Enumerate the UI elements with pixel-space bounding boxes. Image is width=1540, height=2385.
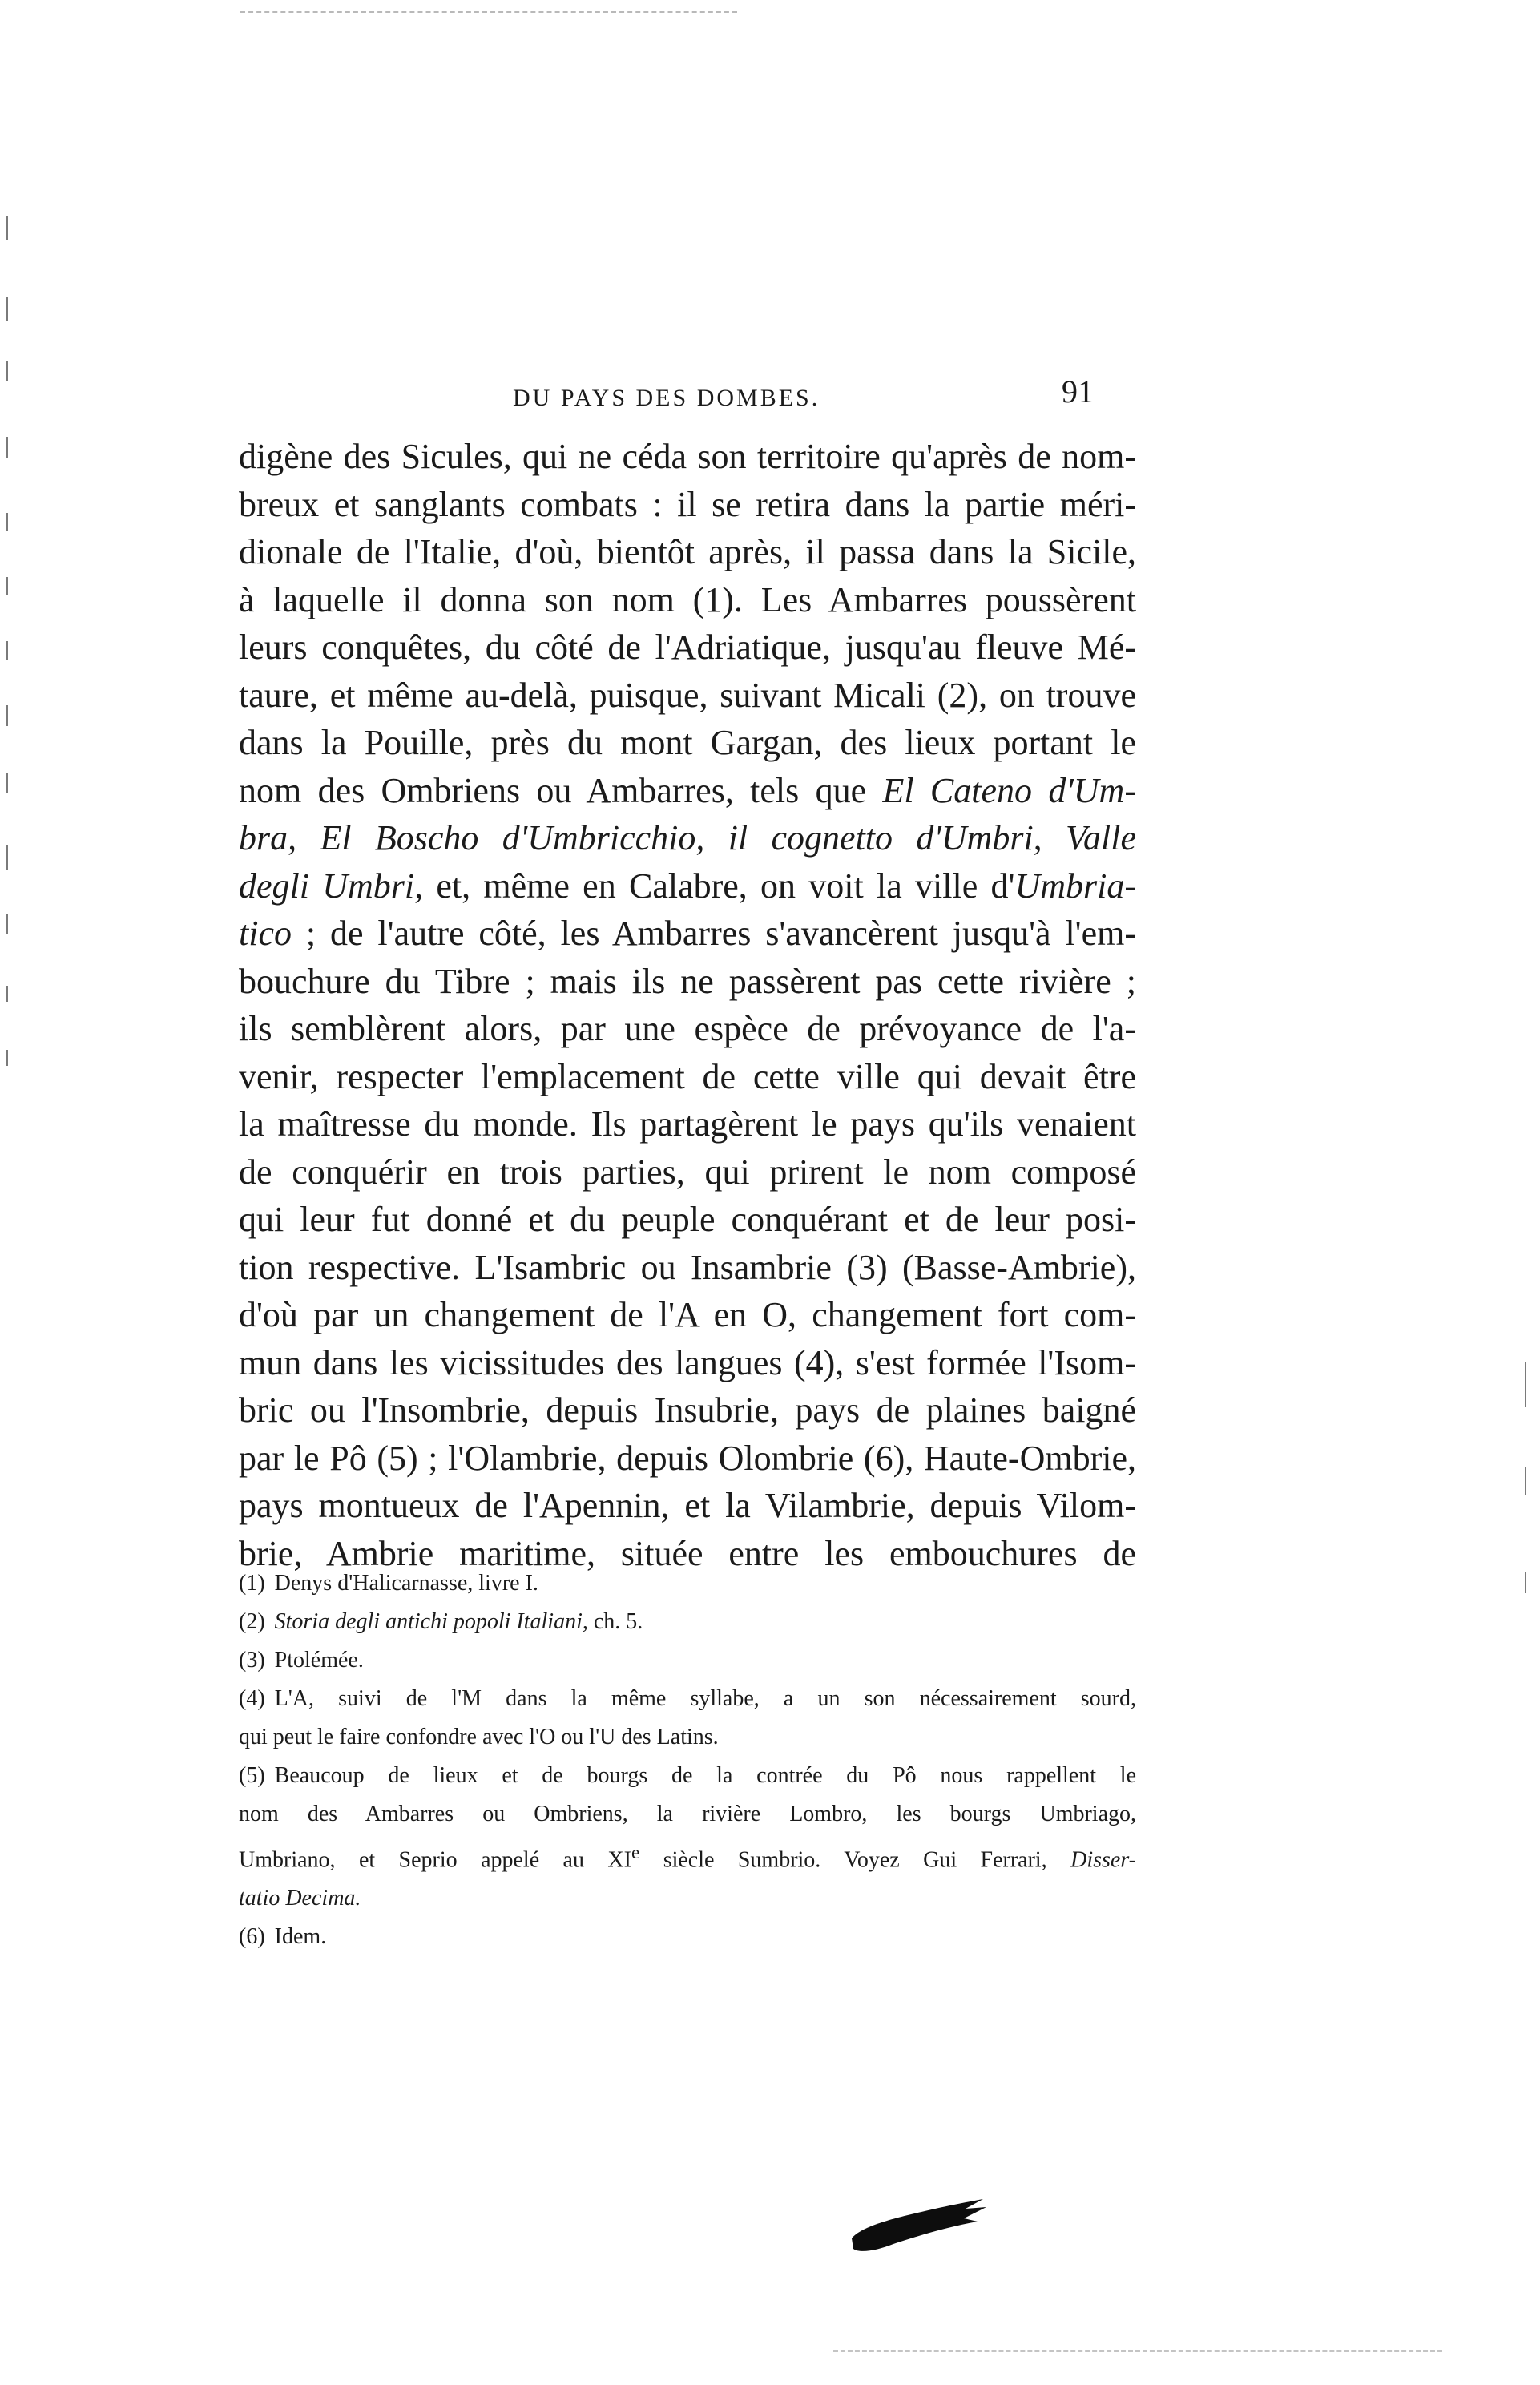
footnote-number: (1) [239, 1571, 265, 1596]
scan-edge-top [240, 11, 737, 13]
margin-mark [6, 914, 8, 934]
italic-phrase: Valle [1066, 818, 1136, 858]
text-line: nom des Ombriens ou Ambarres, tels que El Cateno d'Um- [239, 770, 1136, 810]
margin-mark [6, 705, 8, 726]
text-line: ils semblèrent alors, par une espèce de prévoyance de l'a- [239, 1009, 1136, 1048]
footnote-text: Idem. [274, 1924, 327, 1950]
footnote-continuation: qui peut le faire confondre avec l'O ou l'U des Latins. [239, 1725, 719, 1749]
text-line: dans la Pouille, près du mont Gargan, des lieux portant le [239, 723, 1136, 762]
footnote [239, 1564, 1136, 1603]
scan-edge-bottom [833, 2350, 1442, 2352]
footnote-italic-text: tatio Decima. [239, 1886, 361, 1911]
text-line: digène des Sicules, qui ne céda son territoire qu'après de nom- [239, 437, 1136, 476]
italic-phrase: bra, El Boscho d'Umbricchio, [239, 818, 705, 858]
footnote-continuation: nom des Ambarres ou Ombriens, la rivière Lombro, les bourgs Umbriago, [239, 1802, 1136, 1826]
margin-mark [1525, 1572, 1526, 1593]
text-line: par le Pô (5) ; l'Olambrie, depuis Olombrie (6), Haute-Ombrie, [239, 1438, 1136, 1478]
running-head: DU PAYS DES DOMBES. [513, 385, 820, 411]
margin-mark [6, 361, 8, 381]
ink-blot [845, 2194, 990, 2258]
text-line: tion respective. L'Isambric ou Insambrie (3) (Basse-Ambrie), [239, 1247, 1136, 1287]
text-line: tico ; de l'autre côté, les Ambarres s'avancèrent jusqu'à l'em- [239, 914, 1136, 953]
footnote-number: (2) [239, 1609, 265, 1634]
text-line [239, 814, 1136, 862]
text-line: degli Umbri, et, même en Calabre, on voit la ville d'Umbria- [239, 866, 1136, 906]
text-line: brie, Ambrie maritime, située entre les embouchures de [239, 1533, 1136, 1573]
text-line: venir, respecter l'emplacement de cette ville qui devait être [239, 1056, 1136, 1096]
footnote [239, 1680, 1136, 1718]
italic-phrase: degli Umbri, [239, 866, 424, 906]
italic-phrase: il cognetto d'Umbri, [728, 818, 1042, 858]
text-line: de conquérir en trois parties, qui prirent le nom composé [239, 1152, 1136, 1192]
footnote-number: (4) [239, 1686, 265, 1711]
text-line: bric ou l'Insombrie, depuis Insubrie, pays de plaines baigné [239, 1390, 1136, 1430]
footnote [239, 1603, 1136, 1641]
footnote-text: Denys d'Halicarnasse, livre I. [274, 1571, 538, 1596]
text-line: dionale de l'Italie, d'où, bientôt après, il passa dans la Sicile, [239, 532, 1136, 571]
footnote-number: (5) [239, 1763, 265, 1788]
margin-mark [6, 437, 8, 458]
footnote-continuation [239, 1834, 1136, 1879]
margin-mark [6, 641, 8, 660]
footnote-number: (6) [239, 1924, 265, 1950]
italic-phrase: Umbria- [1014, 866, 1136, 906]
text-line: pays montueux de l'Apennin, et la Vilambrie, depuis Vilom- [239, 1486, 1136, 1525]
margin-mark [6, 577, 8, 595]
text-line: taure, et même au-delà, puisque, suivant Micali (2), on trouve [239, 675, 1136, 715]
italic-phrase: tico [239, 914, 292, 953]
footnote-number: (3) [239, 1648, 265, 1673]
margin-mark [6, 773, 8, 793]
margin-mark [1525, 1362, 1526, 1407]
text-line: qui leur fut donné et du peuple conquérant et de leur posi- [239, 1200, 1136, 1239]
footnotes [239, 1564, 1136, 1956]
margin-mark [6, 216, 8, 240]
page-number: 91 [1062, 373, 1094, 410]
text-line: leurs conquêtes, du côté de l'Adriatique, jusqu'au fleuve Mé- [239, 628, 1136, 667]
text-line: breux et sanglants combats : il se retira dans la partie méri- [239, 484, 1136, 524]
footnote-text: L'A, suivi de l'M dans la même syllabe, a un son nécessairement sourd, [274, 1686, 1136, 1711]
footnote [239, 1757, 1136, 1795]
text-line: à laquelle il donna son nom (1). Les Ambarres poussèrent [239, 579, 1136, 619]
margin-mark [6, 297, 8, 321]
margin-mark [6, 845, 8, 870]
text-line: la maîtresse du monde. Ils partagèrent le pays qu'ils venaient [239, 1104, 1136, 1144]
italic-phrase: El Cateno d'Um- [882, 770, 1136, 810]
footnote [239, 1641, 1136, 1680]
text-line: mun dans les vicissitudes des langues (4), s'est formée l'Isom- [239, 1342, 1136, 1382]
superscript: e [631, 1842, 640, 1863]
footnote [239, 1918, 1136, 1956]
footnote-text: Ptolémée. [274, 1648, 364, 1673]
footnote-text: siècle Sumbrio. Voyez Gui Ferrari, [639, 1847, 1047, 1873]
margin-mark [6, 513, 8, 531]
footnote-continuation [239, 1879, 1136, 1918]
margin-mark [6, 986, 8, 1002]
footnote-text: Beaucoup de lieux et de bourgs de la contrée du Pô nous rappellent le [274, 1763, 1136, 1788]
margin-mark [6, 1050, 8, 1066]
footnote-text: ch. 5. [593, 1609, 643, 1634]
footnote-text: Umbriano, et Seprio appelé au XI [239, 1847, 631, 1873]
body-text [239, 433, 1136, 1577]
text-line: d'où par un changement de l'A en O, changement fort com- [239, 1295, 1136, 1334]
text-line: bouchure du Tibre ; mais ils ne passèrent pas cette rivière ; [239, 961, 1136, 1001]
margin-mark [1525, 1467, 1526, 1495]
footnote-italic-text: Storia degli antichi popoli Italiani, [274, 1609, 588, 1634]
footnote-italic-text: Disser- [1070, 1847, 1136, 1873]
